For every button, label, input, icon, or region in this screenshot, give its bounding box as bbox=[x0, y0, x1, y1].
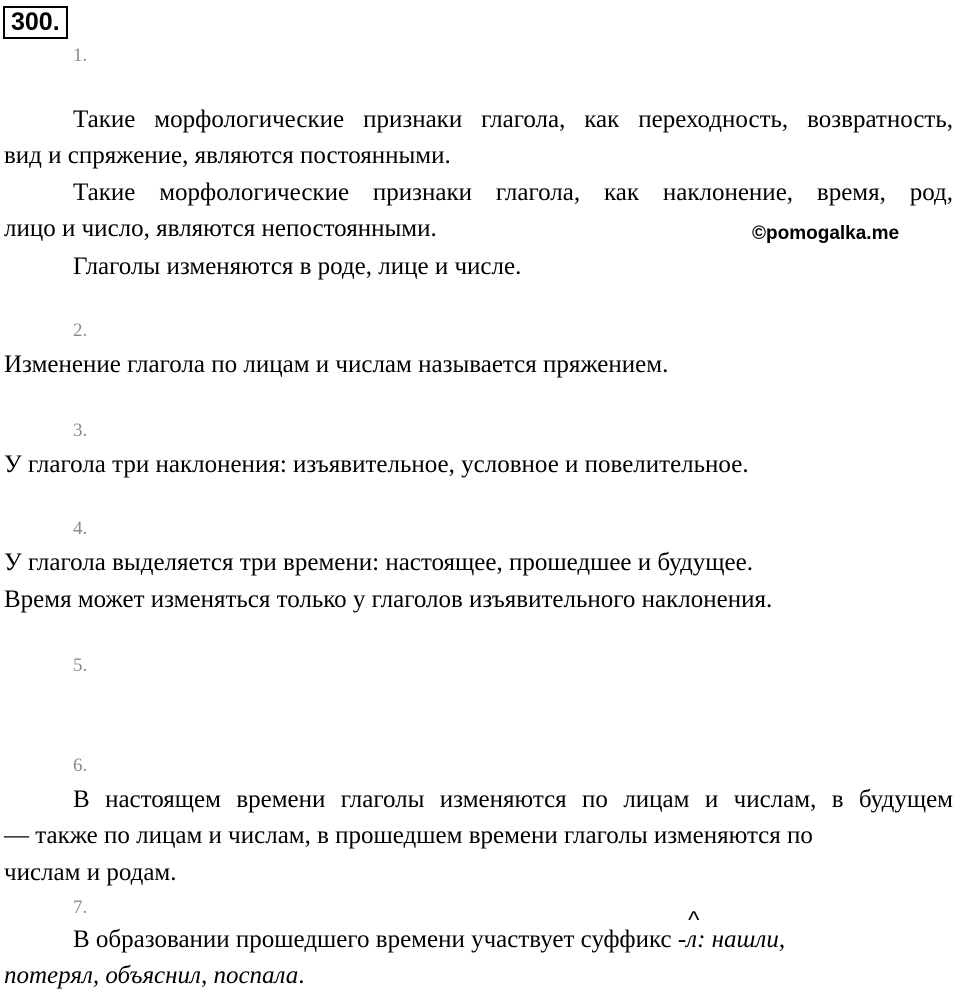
paragraph-6-line-2: — также по лицам и числам, в прошедшем времени глаголы изменяются по bbox=[4, 822, 813, 849]
paragraph-7-examples-start: : нашли, bbox=[697, 926, 786, 953]
item-number-7: 7. bbox=[73, 897, 88, 918]
suffix-letter: л bbox=[686, 926, 698, 953]
paragraph-7-line-2 bbox=[4, 961, 305, 991]
paragraph-6-line-1: В настоящем времени глаголы изменяются по лицам и числам, в будущем bbox=[73, 786, 953, 813]
item-number-2: 2. bbox=[73, 320, 88, 341]
item-number-4: 4. bbox=[73, 518, 88, 539]
paragraph-1-line-3: Такие морфологические признаки глагола, как наклонение, время, род, bbox=[73, 179, 953, 206]
paragraph-2-line-1: Изменение глагола по лицам и числам называется пряжением. bbox=[4, 351, 669, 378]
paragraph-7-line-1-text: В образовании прошедшего времени участвует суффикс - bbox=[73, 926, 687, 953]
item-number-5: 5. bbox=[73, 655, 88, 676]
paragraph-1-line-4: лицо и число, являются непостоянными. bbox=[4, 215, 437, 242]
paragraph-7-examples: потерял, объяснил, поспала bbox=[4, 962, 299, 989]
paragraph-4-line-2: Время может изменяться только у глаголов изъявительного наклонения. bbox=[4, 586, 773, 613]
exercise-number: 300. bbox=[3, 6, 68, 39]
item-number-6: 6. bbox=[73, 755, 88, 776]
paragraph-4-line-1: У глагола выделяется три времени: настоящее, прошедшее и будущее. bbox=[4, 549, 753, 576]
paragraph-7-line-1 bbox=[73, 907, 786, 955]
paragraph-1-line-1: Такие морфологические признаки глагола, как переходность, возвратность, bbox=[73, 106, 953, 133]
paragraph-3-line-1: У глагола три наклонения: изъявительное, условное и повелительное. bbox=[4, 451, 749, 478]
item-number-1: 1. bbox=[73, 45, 88, 66]
item-number-3: 3. bbox=[73, 420, 88, 441]
paragraph-7-period: . bbox=[298, 962, 305, 989]
suffix-l bbox=[686, 907, 700, 955]
paragraph-1-line-2: вид и спряжение, являются постоянными. bbox=[4, 142, 451, 169]
paragraph-6-line-3: числам и родам. bbox=[4, 859, 177, 886]
suffix-mark-icon: ^ bbox=[688, 907, 700, 934]
paragraph-1-line-5: Глаголы изменяются в роде, лице и числе. bbox=[73, 253, 522, 280]
watermark: ©pomogalka.me bbox=[752, 223, 900, 244]
